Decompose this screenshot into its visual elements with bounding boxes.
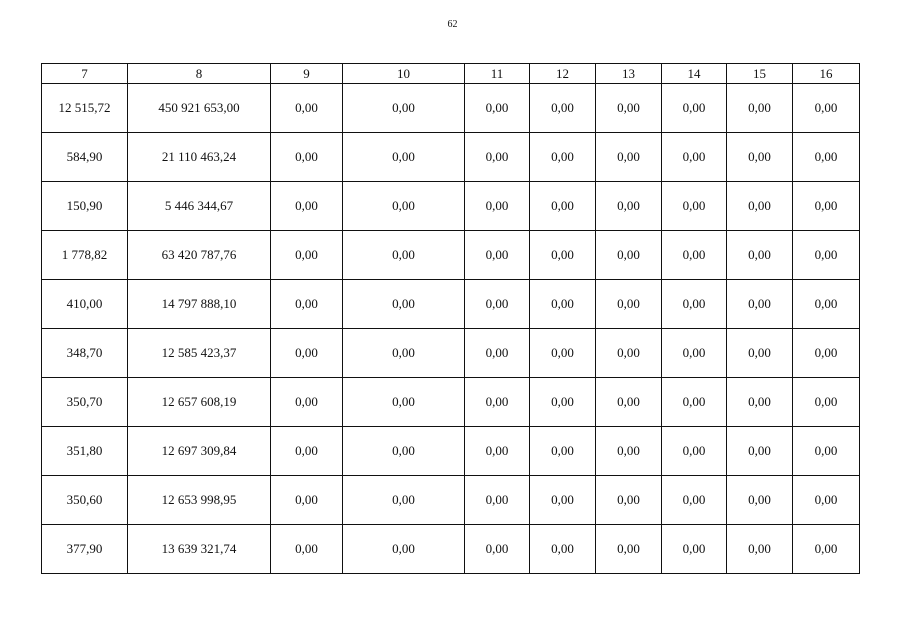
table-cell: 0,00 bbox=[271, 231, 343, 280]
table-cell: 0,00 bbox=[271, 476, 343, 525]
table-cell: 0,00 bbox=[271, 525, 343, 574]
table-cell: 0,00 bbox=[727, 329, 793, 378]
table-cell: 0,00 bbox=[530, 84, 596, 133]
table-cell: 0,00 bbox=[596, 476, 662, 525]
table-cell: 0,00 bbox=[343, 84, 465, 133]
table-cell: 0,00 bbox=[343, 476, 465, 525]
table-cell: 150,90 bbox=[42, 182, 128, 231]
table-cell: 350,60 bbox=[42, 476, 128, 525]
table-cell: 0,00 bbox=[465, 231, 530, 280]
column-header: 15 bbox=[727, 64, 793, 84]
table-cell: 0,00 bbox=[596, 182, 662, 231]
table-cell: 0,00 bbox=[530, 182, 596, 231]
table-cell: 12 697 309,84 bbox=[128, 427, 271, 476]
table-cell: 0,00 bbox=[271, 133, 343, 182]
table-cell: 0,00 bbox=[793, 329, 860, 378]
table-cell: 0,00 bbox=[662, 525, 727, 574]
table-cell: 0,00 bbox=[271, 84, 343, 133]
table-body bbox=[42, 84, 860, 574]
table-cell: 12 515,72 bbox=[42, 84, 128, 133]
table-cell: 0,00 bbox=[793, 84, 860, 133]
table-cell: 0,00 bbox=[596, 280, 662, 329]
table-cell: 0,00 bbox=[465, 133, 530, 182]
page-number: 62 bbox=[447, 19, 458, 30]
table-row bbox=[42, 231, 860, 280]
table-cell: 0,00 bbox=[793, 525, 860, 574]
column-header: 10 bbox=[343, 64, 465, 84]
table-cell: 348,70 bbox=[42, 329, 128, 378]
table-cell: 0,00 bbox=[727, 133, 793, 182]
table-cell: 0,00 bbox=[343, 427, 465, 476]
table-cell: 0,00 bbox=[271, 329, 343, 378]
table-cell: 13 639 321,74 bbox=[128, 525, 271, 574]
table-cell: 12 653 998,95 bbox=[128, 476, 271, 525]
table-cell: 0,00 bbox=[727, 378, 793, 427]
table-cell: 0,00 bbox=[727, 84, 793, 133]
table-cell: 14 797 888,10 bbox=[128, 280, 271, 329]
table-cell: 0,00 bbox=[662, 378, 727, 427]
table-cell: 351,80 bbox=[42, 427, 128, 476]
table-cell: 63 420 787,76 bbox=[128, 231, 271, 280]
table-cell: 0,00 bbox=[271, 182, 343, 231]
table-cell: 0,00 bbox=[465, 525, 530, 574]
table-cell: 0,00 bbox=[465, 378, 530, 427]
table-row bbox=[42, 280, 860, 329]
table-cell: 0,00 bbox=[662, 182, 727, 231]
column-header: 11 bbox=[465, 64, 530, 84]
table-cell: 0,00 bbox=[271, 427, 343, 476]
column-header: 16 bbox=[793, 64, 860, 84]
table-cell: 0,00 bbox=[662, 329, 727, 378]
column-header: 13 bbox=[596, 64, 662, 84]
table-cell: 0,00 bbox=[465, 84, 530, 133]
table-cell: 0,00 bbox=[727, 182, 793, 231]
table-cell: 450 921 653,00 bbox=[128, 84, 271, 133]
table-cell: 0,00 bbox=[271, 378, 343, 427]
table-cell: 0,00 bbox=[596, 231, 662, 280]
table-cell: 0,00 bbox=[271, 280, 343, 329]
table-row bbox=[42, 84, 860, 133]
table-cell: 0,00 bbox=[530, 329, 596, 378]
table-cell: 0,00 bbox=[662, 476, 727, 525]
table-cell: 0,00 bbox=[727, 231, 793, 280]
table-row bbox=[42, 525, 860, 574]
table-cell: 0,00 bbox=[343, 133, 465, 182]
table-cell: 0,00 bbox=[343, 280, 465, 329]
table-cell: 0,00 bbox=[530, 231, 596, 280]
column-header: 8 bbox=[128, 64, 271, 84]
table-cell: 0,00 bbox=[596, 133, 662, 182]
column-header: 9 bbox=[271, 64, 343, 84]
table-cell: 0,00 bbox=[530, 525, 596, 574]
table-cell: 0,00 bbox=[727, 280, 793, 329]
table-cell: 0,00 bbox=[793, 427, 860, 476]
table-cell: 0,00 bbox=[793, 280, 860, 329]
table-cell: 5 446 344,67 bbox=[128, 182, 271, 231]
table-cell: 0,00 bbox=[793, 182, 860, 231]
table-cell: 0,00 bbox=[530, 280, 596, 329]
table-row bbox=[42, 329, 860, 378]
table-header-row bbox=[42, 64, 860, 84]
table-cell: 0,00 bbox=[343, 525, 465, 574]
table-row bbox=[42, 378, 860, 427]
table-row bbox=[42, 476, 860, 525]
table-cell: 0,00 bbox=[793, 231, 860, 280]
table-cell: 0,00 bbox=[662, 133, 727, 182]
table-row bbox=[42, 133, 860, 182]
table-cell: 0,00 bbox=[596, 427, 662, 476]
table-row bbox=[42, 182, 860, 231]
table-cell: 21 110 463,24 bbox=[128, 133, 271, 182]
table-cell: 0,00 bbox=[596, 84, 662, 133]
table-cell: 0,00 bbox=[727, 525, 793, 574]
column-header: 14 bbox=[662, 64, 727, 84]
table-row bbox=[42, 427, 860, 476]
table-cell: 0,00 bbox=[596, 525, 662, 574]
data-table bbox=[41, 63, 860, 574]
table-cell: 350,70 bbox=[42, 378, 128, 427]
table-cell: 0,00 bbox=[530, 378, 596, 427]
column-header: 12 bbox=[530, 64, 596, 84]
table-cell: 0,00 bbox=[793, 133, 860, 182]
column-header: 7 bbox=[42, 64, 128, 84]
table-cell: 0,00 bbox=[727, 427, 793, 476]
table-cell: 12 657 608,19 bbox=[128, 378, 271, 427]
table-cell: 0,00 bbox=[343, 231, 465, 280]
table-cell: 0,00 bbox=[530, 133, 596, 182]
table-cell: 0,00 bbox=[662, 84, 727, 133]
table-cell: 1 778,82 bbox=[42, 231, 128, 280]
table-cell: 0,00 bbox=[596, 378, 662, 427]
table-cell: 0,00 bbox=[465, 329, 530, 378]
table-cell: 0,00 bbox=[793, 476, 860, 525]
table-cell: 0,00 bbox=[793, 378, 860, 427]
table-cell: 0,00 bbox=[530, 476, 596, 525]
table-cell: 0,00 bbox=[662, 280, 727, 329]
table-cell: 0,00 bbox=[343, 378, 465, 427]
table-cell: 12 585 423,37 bbox=[128, 329, 271, 378]
table-cell: 410,00 bbox=[42, 280, 128, 329]
table-cell: 0,00 bbox=[727, 476, 793, 525]
table-cell: 0,00 bbox=[343, 329, 465, 378]
table-cell: 377,90 bbox=[42, 525, 128, 574]
table-cell: 0,00 bbox=[662, 427, 727, 476]
table-cell: 0,00 bbox=[465, 427, 530, 476]
table-cell: 0,00 bbox=[465, 280, 530, 329]
table-cell: 0,00 bbox=[465, 182, 530, 231]
table-cell: 0,00 bbox=[465, 476, 530, 525]
table-cell: 584,90 bbox=[42, 133, 128, 182]
table-cell: 0,00 bbox=[662, 231, 727, 280]
table-cell: 0,00 bbox=[530, 427, 596, 476]
table-cell: 0,00 bbox=[596, 329, 662, 378]
table-cell: 0,00 bbox=[343, 182, 465, 231]
